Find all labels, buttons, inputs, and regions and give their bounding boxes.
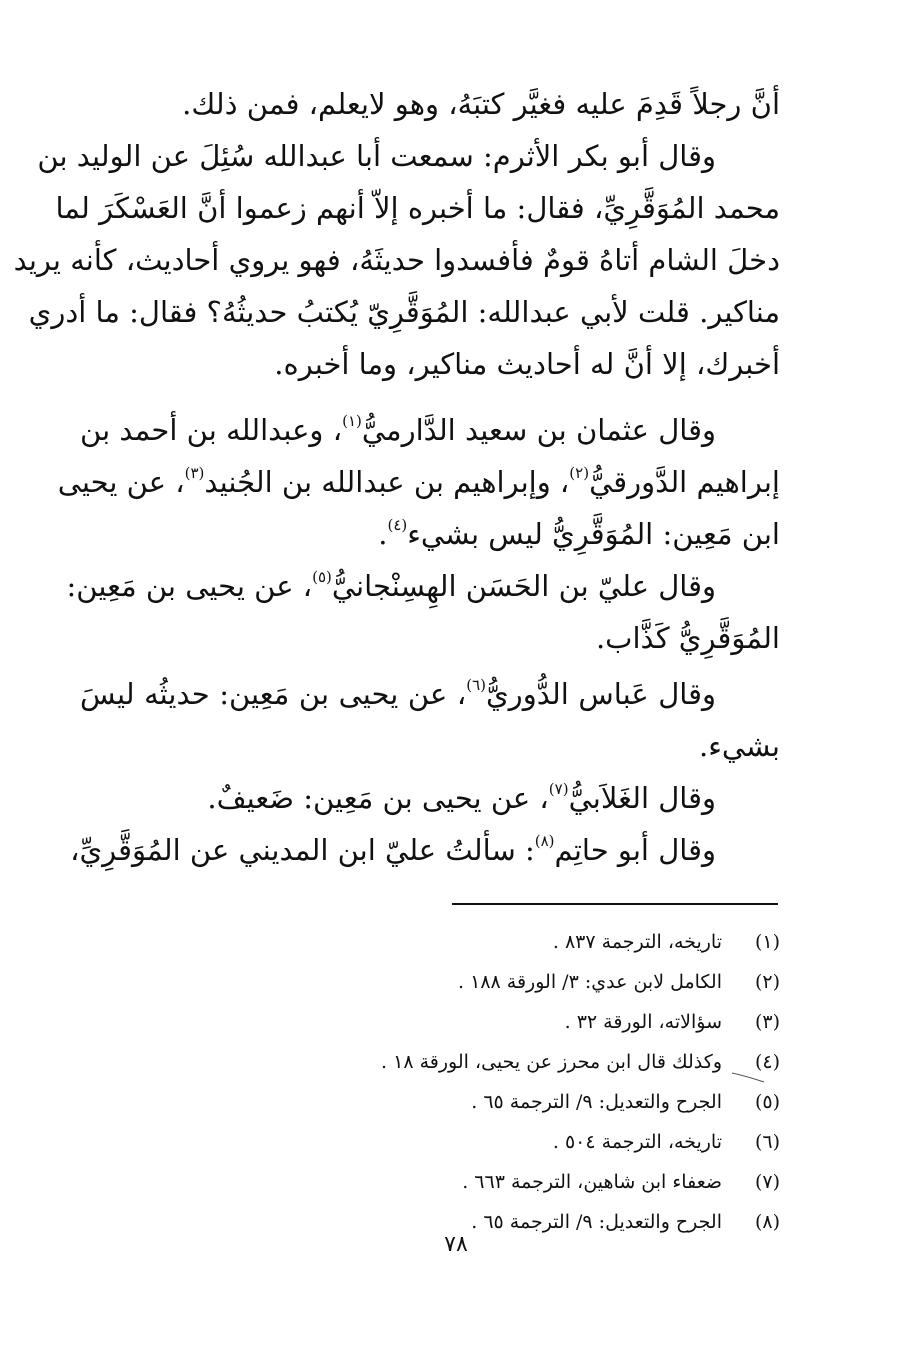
footnote-text: الكامل لابن عدي: ٣/ الورقة ١٨٨ . xyxy=(458,971,722,993)
text-line-15 xyxy=(70,824,780,876)
footnote-text: الجرح والتعديل: ٩/ الترجمة ٦٥ . xyxy=(471,1091,722,1113)
text-line-9 xyxy=(80,508,780,560)
line-text: دخلَ الشام أتاهُ قومٌ فأفسدوا حديثَهُ، فهو يروي أحاديث، كأنه يريد xyxy=(13,243,780,277)
text-line-13 xyxy=(80,720,780,772)
line-text: محمد المُوَقَّرِيِّ، فقال: ما أخبره إلاّ أنهم زعموا أنَّ العَسْكَرَ لما xyxy=(55,191,780,225)
footnote-text: ضعفاء ابن شاهين، الترجمة ٦٦٣ . xyxy=(462,1171,722,1193)
footnote-number: (٥) xyxy=(754,1091,780,1113)
stray-pen-mark xyxy=(730,1070,766,1084)
footnote-2 xyxy=(458,962,780,1002)
text-line-6 xyxy=(80,338,780,390)
footnote-number: (٨) xyxy=(754,1211,780,1233)
text-line-2 xyxy=(37,130,780,182)
text-line-11 xyxy=(80,612,780,664)
footnote-number: (٧) xyxy=(754,1171,780,1193)
line-text: المُوَقَّرِيُّ كَذَّاب. xyxy=(595,621,780,655)
footnote-number: (٣) xyxy=(754,1011,780,1033)
footnote-number: (٢) xyxy=(754,971,780,993)
footnote-7 xyxy=(462,1162,780,1202)
line-text: وقال عَباس الدُّوريُّ$^{(٦)}$، عن يحيى بن مَعِين: حديثُه ليسَ xyxy=(80,676,717,711)
footnote-text: سؤالاته، الورقة ٣٢ . xyxy=(564,1011,722,1033)
line-text: أخبرك، إلا أنَّ له أحاديث مناكير، وما أخبره. xyxy=(274,347,780,381)
line-text: وقال أبو حاتِم$^{(٨)}$: سألتُ عليّ ابن المديني عن المُوَقَّرِيِّ، xyxy=(70,832,716,867)
footnote-ref-2[interactable]: (٢) xyxy=(569,464,590,482)
line-text: وقال عليّ بن الحَسَن الهِسِنْجانيُّ$^{(٥)}$، عن يحيى بن مَعِين: xyxy=(66,568,716,603)
footnote-ref-7[interactable]: (٧) xyxy=(548,780,569,798)
footnote-ref-8[interactable]: (٨) xyxy=(534,832,555,850)
line-text: أنَّ رجلاً قَدِمَ عليه فغيَّر كتبَهُ، وهو لايعلم، فمن ذلك. xyxy=(182,87,780,121)
footnote-separator xyxy=(452,903,778,905)
line-text: ابن مَعِين: المُوَقَّرِيُّ ليس بشيء$^{(٤)}$. xyxy=(378,516,780,551)
footnote-3 xyxy=(565,1002,780,1042)
page-number: ٧٨ xyxy=(444,1232,468,1257)
text-line-4 xyxy=(13,234,780,286)
footnote-4 xyxy=(381,1042,780,1082)
footnote-1 xyxy=(553,922,780,962)
footnote-text: تاريخه، الترجمة ٥٠٤ . xyxy=(552,1131,722,1153)
footnote-ref-4[interactable]: (٤) xyxy=(387,516,408,534)
line-text: وقال عثمان بن سعيد الدَّارميُّ$^{(١)}$، وعبدالله بن أحمد بن xyxy=(80,412,716,447)
line-text: وقال أبو بكر الأثرم: سمعت أبا عبدالله سُئِلَ عن الوليد بن xyxy=(37,139,716,173)
footnote-ref-6[interactable]: (٦) xyxy=(466,676,486,694)
footnote-5 xyxy=(471,1082,780,1122)
text-line-5 xyxy=(28,286,780,338)
footnote-text: تاريخه، الترجمة ٨٣٧ . xyxy=(552,931,722,953)
footnote-number: (١) xyxy=(754,931,780,953)
text-line-1 xyxy=(80,78,780,130)
footnote-ref-5[interactable]: (٥) xyxy=(312,568,332,586)
line-text: إبراهيم الدَّورقيُّ$^{(٢)}$، وإبراهيم بن عبدالله بن الجُنيد$^{(٣)}$، عن يحيى xyxy=(57,464,780,499)
footnote-6 xyxy=(553,1122,780,1162)
footnote-number: (٤) xyxy=(754,1051,780,1073)
text-line-7 xyxy=(80,404,780,456)
line-text: بشيء. xyxy=(699,729,780,763)
text-line-3 xyxy=(55,182,780,234)
footnote-number: (٦) xyxy=(754,1131,780,1153)
text-line-10 xyxy=(66,560,780,612)
line-text: وقال الغَلاَبيُّ$^{(٧)}$، عن يحيى بن مَعِين: ضَعيفٌ. xyxy=(207,780,716,815)
line-text: مناكير. قلت لأبي عبدالله: المُوَقَّرِيّ يُكتبُ حديثُهُ؟ فقال: ما أدري xyxy=(28,295,780,329)
footnote-text: وكذلك قال ابن محرز عن يحيى، الورقة ١٨ . xyxy=(381,1051,722,1073)
footnote-ref-1[interactable]: (١) xyxy=(342,412,362,430)
text-line-14 xyxy=(80,772,780,824)
footnote-text: الجرح والتعديل: ٩/ الترجمة ٦٥ . xyxy=(471,1211,722,1233)
text-line-8 xyxy=(57,456,780,508)
text-line-12 xyxy=(80,668,780,720)
footnote-ref-3[interactable]: (٣) xyxy=(184,464,205,482)
